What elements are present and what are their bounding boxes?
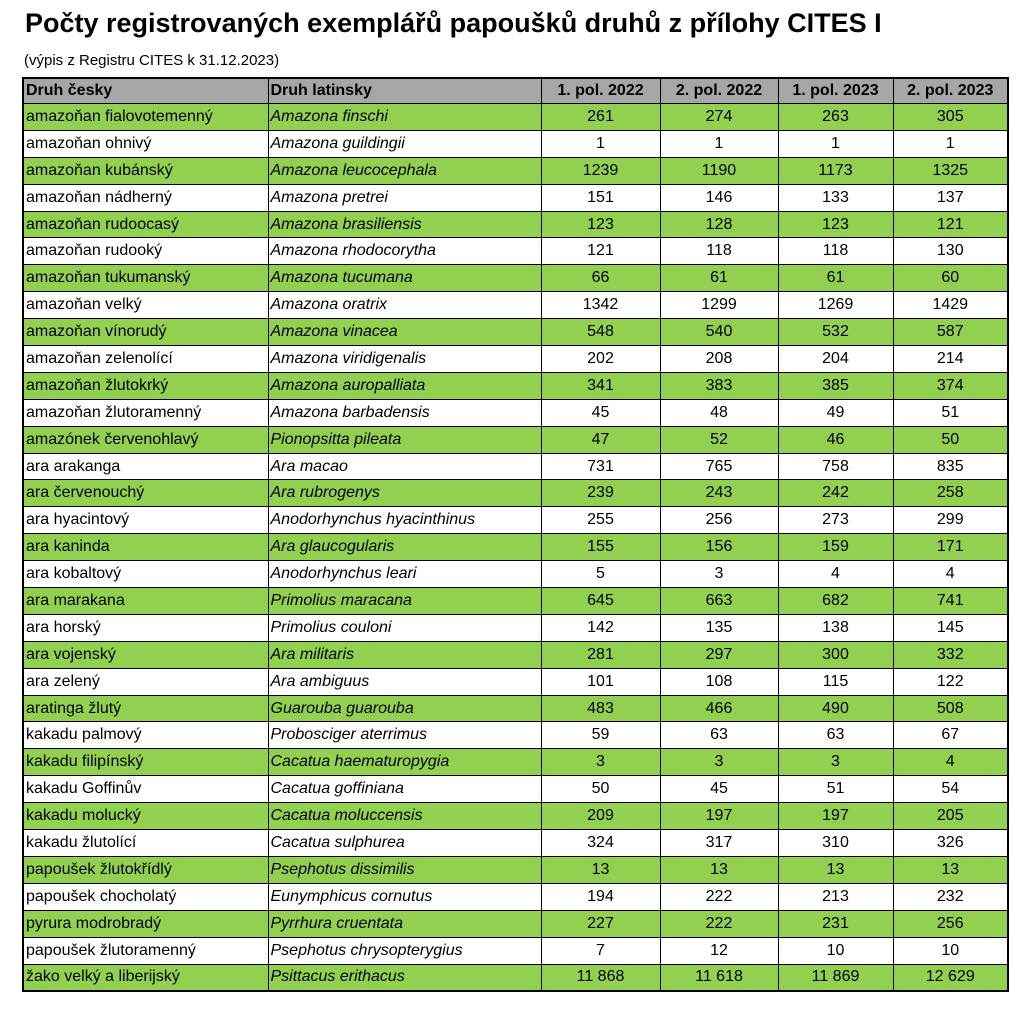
- cell-h2-2022: 317: [660, 830, 778, 857]
- cell-czech-name: ara červenouchý: [23, 480, 268, 507]
- cell-h1-2023: 49: [778, 399, 893, 426]
- cell-h2-2023: 130: [893, 238, 1008, 265]
- cell-h1-2023: 138: [778, 614, 893, 641]
- cell-latin-name: Psephotus chrysopterygius: [268, 937, 541, 964]
- cell-h1-2022: 1342: [541, 292, 660, 319]
- cell-h1-2022: 151: [541, 184, 660, 211]
- cell-h1-2022: 227: [541, 910, 660, 937]
- cell-latin-name: Pionopsitta pileata: [268, 426, 541, 453]
- table-row: [23, 749, 1008, 776]
- cell-czech-name: ara kaninda: [23, 534, 268, 561]
- cell-latin-name: Cacatua goffiniana: [268, 776, 541, 803]
- cell-latin-name: Pyrrhura cruentata: [268, 910, 541, 937]
- cell-h2-2023: 60: [893, 265, 1008, 292]
- cell-latin-name: Amazona auropalliata: [268, 372, 541, 399]
- cell-h2-2023: 587: [893, 319, 1008, 346]
- header-latin-name: Druh latinsky: [268, 78, 541, 104]
- cell-h2-2023: 1325: [893, 157, 1008, 184]
- table-row: [23, 426, 1008, 453]
- table-row: [23, 157, 1008, 184]
- cell-latin-name: Amazona rhodocorytha: [268, 238, 541, 265]
- cell-h2-2023: 4: [893, 561, 1008, 588]
- header-czech-name: Druh česky: [23, 78, 268, 104]
- cell-h1-2022: 483: [541, 695, 660, 722]
- cell-h2-2022: 156: [660, 534, 778, 561]
- table-body: [23, 104, 1008, 992]
- cell-czech-name: amazoňan tukumanský: [23, 265, 268, 292]
- cell-h2-2023: 232: [893, 883, 1008, 910]
- cell-h1-2023: 61: [778, 265, 893, 292]
- cell-h2-2022: 466: [660, 695, 778, 722]
- table-row: [23, 695, 1008, 722]
- table-header-row: [23, 78, 1008, 104]
- cell-h1-2023: 4: [778, 561, 893, 588]
- cell-h1-2022: 59: [541, 722, 660, 749]
- cell-h2-2022: 1: [660, 130, 778, 157]
- cell-latin-name: Ara rubrogenys: [268, 480, 541, 507]
- cell-latin-name: Amazona brasiliensis: [268, 211, 541, 238]
- page-subtitle: (výpis z Registru CITES k 31.12.2023): [24, 52, 280, 69]
- cell-h2-2023: 10: [893, 937, 1008, 964]
- cell-h1-2023: 159: [778, 534, 893, 561]
- table-row: [23, 238, 1008, 265]
- cell-h1-2022: 45: [541, 399, 660, 426]
- cell-czech-name: ara hyacintový: [23, 507, 268, 534]
- cell-h2-2023: 121: [893, 211, 1008, 238]
- cell-h1-2023: 46: [778, 426, 893, 453]
- cell-h2-2023: 326: [893, 830, 1008, 857]
- cell-latin-name: Anodorhynchus hyacinthinus: [268, 507, 541, 534]
- cell-h1-2023: 197: [778, 803, 893, 830]
- cell-czech-name: amazoňan zelenolící: [23, 346, 268, 373]
- cell-latin-name: Ara macao: [268, 453, 541, 480]
- cell-czech-name: amazoňan rudoocasý: [23, 211, 268, 238]
- cell-h1-2022: 101: [541, 668, 660, 695]
- cell-h1-2022: 3: [541, 749, 660, 776]
- cell-latin-name: Anodorhynchus leari: [268, 561, 541, 588]
- cell-czech-name: pyrura modrobradý: [23, 910, 268, 937]
- table-row: [23, 722, 1008, 749]
- cell-h1-2023: 115: [778, 668, 893, 695]
- table-row: [23, 184, 1008, 211]
- cell-latin-name: Amazona barbadensis: [268, 399, 541, 426]
- cell-h1-2022: 66: [541, 265, 660, 292]
- cell-latin-name: Amazona leucocephala: [268, 157, 541, 184]
- cell-h1-2023: 213: [778, 883, 893, 910]
- table-row: [23, 937, 1008, 964]
- cell-h1-2023: 242: [778, 480, 893, 507]
- table-row: [23, 211, 1008, 238]
- cell-h2-2023: 13: [893, 856, 1008, 883]
- cell-h1-2023: 123: [778, 211, 893, 238]
- table-row: [23, 561, 1008, 588]
- table-row: [23, 668, 1008, 695]
- cell-czech-name: amazoňan nádherný: [23, 184, 268, 211]
- table-row: [23, 776, 1008, 803]
- cell-h2-2022: 48: [660, 399, 778, 426]
- cell-h2-2023: 54: [893, 776, 1008, 803]
- cell-h1-2022: 645: [541, 588, 660, 615]
- table-row: [23, 130, 1008, 157]
- table-row: [23, 480, 1008, 507]
- cell-h2-2022: 13: [660, 856, 778, 883]
- cell-h2-2022: 63: [660, 722, 778, 749]
- table-row: [23, 399, 1008, 426]
- cell-h1-2022: 11 868: [541, 964, 660, 991]
- table-row: [23, 319, 1008, 346]
- table-row: [23, 346, 1008, 373]
- cell-latin-name: Primolius maracana: [268, 588, 541, 615]
- cell-h2-2022: 383: [660, 372, 778, 399]
- cell-h1-2023: 3: [778, 749, 893, 776]
- cell-h1-2023: 10: [778, 937, 893, 964]
- table-row: [23, 588, 1008, 615]
- cell-h1-2023: 532: [778, 319, 893, 346]
- cell-h2-2022: 274: [660, 104, 778, 131]
- cell-czech-name: ara horský: [23, 614, 268, 641]
- header-h1-2023: 1. pol. 2023: [778, 78, 893, 104]
- cell-h1-2022: 7: [541, 937, 660, 964]
- cell-h1-2023: 118: [778, 238, 893, 265]
- table-row: [23, 534, 1008, 561]
- cell-h1-2022: 155: [541, 534, 660, 561]
- cell-h1-2022: 548: [541, 319, 660, 346]
- cell-czech-name: amazoňan rudooký: [23, 238, 268, 265]
- cell-h2-2023: 145: [893, 614, 1008, 641]
- header-h2-2023: 2. pol. 2023: [893, 78, 1008, 104]
- cell-latin-name: Primolius couloni: [268, 614, 541, 641]
- cites-table: [22, 77, 1009, 992]
- cell-h2-2022: 208: [660, 346, 778, 373]
- cell-czech-name: papoušek žlutokřídlý: [23, 856, 268, 883]
- cell-h2-2023: 205: [893, 803, 1008, 830]
- cell-h2-2022: 118: [660, 238, 778, 265]
- cell-h2-2023: 741: [893, 588, 1008, 615]
- table-row: [23, 372, 1008, 399]
- cell-h2-2022: 243: [660, 480, 778, 507]
- cell-h1-2023: 758: [778, 453, 893, 480]
- table-row: [23, 830, 1008, 857]
- cell-h1-2022: 281: [541, 641, 660, 668]
- table-row: [23, 856, 1008, 883]
- cell-h2-2022: 197: [660, 803, 778, 830]
- cell-h1-2022: 209: [541, 803, 660, 830]
- cell-h2-2023: 256: [893, 910, 1008, 937]
- cell-h2-2022: 1190: [660, 157, 778, 184]
- cell-h1-2022: 202: [541, 346, 660, 373]
- cell-czech-name: kakadu palmový: [23, 722, 268, 749]
- cell-h1-2023: 300: [778, 641, 893, 668]
- cell-h2-2022: 297: [660, 641, 778, 668]
- cell-czech-name: ara arakanga: [23, 453, 268, 480]
- cell-latin-name: Probosciger aterrimus: [268, 722, 541, 749]
- table-row: [23, 641, 1008, 668]
- cell-h1-2022: 47: [541, 426, 660, 453]
- table-row: [23, 883, 1008, 910]
- cell-h1-2022: 1239: [541, 157, 660, 184]
- cell-latin-name: Amazona pretrei: [268, 184, 541, 211]
- table-row: [23, 507, 1008, 534]
- table-row: [23, 910, 1008, 937]
- cell-h1-2022: 121: [541, 238, 660, 265]
- table-row: [23, 453, 1008, 480]
- cell-h2-2022: 108: [660, 668, 778, 695]
- cell-h2-2022: 45: [660, 776, 778, 803]
- cell-h2-2023: 4: [893, 749, 1008, 776]
- cell-czech-name: amazoňan ohnivý: [23, 130, 268, 157]
- cell-czech-name: amazoňan žlutokrký: [23, 372, 268, 399]
- cell-h1-2023: 1: [778, 130, 893, 157]
- cell-latin-name: Psephotus dissimilis: [268, 856, 541, 883]
- cell-h2-2022: 128: [660, 211, 778, 238]
- table-row: [23, 265, 1008, 292]
- cell-latin-name: Amazona oratrix: [268, 292, 541, 319]
- header-h2-2022: 2. pol. 2022: [660, 78, 778, 104]
- cell-h1-2023: 51: [778, 776, 893, 803]
- cell-h1-2022: 255: [541, 507, 660, 534]
- cell-h1-2023: 263: [778, 104, 893, 131]
- cell-czech-name: ara kobaltový: [23, 561, 268, 588]
- table-row: [23, 803, 1008, 830]
- cell-h2-2023: 122: [893, 668, 1008, 695]
- cell-h2-2022: 540: [660, 319, 778, 346]
- cell-h2-2023: 12 629: [893, 964, 1008, 991]
- cell-h1-2023: 231: [778, 910, 893, 937]
- cell-h2-2022: 12: [660, 937, 778, 964]
- cell-h2-2023: 835: [893, 453, 1008, 480]
- cell-latin-name: Guarouba guarouba: [268, 695, 541, 722]
- cell-czech-name: papoušek chocholatý: [23, 883, 268, 910]
- cell-latin-name: Amazona guildingii: [268, 130, 541, 157]
- page-title: Počty registrovaných exemplářů papoušků druhů z přílohy CITES I: [25, 8, 882, 38]
- cell-h2-2022: 135: [660, 614, 778, 641]
- cell-czech-name: amazoňan fialovotemenný: [23, 104, 268, 131]
- cell-h1-2023: 204: [778, 346, 893, 373]
- cell-latin-name: Amazona vinacea: [268, 319, 541, 346]
- cell-czech-name: kakadu žlutolící: [23, 830, 268, 857]
- cell-czech-name: amazónek červenohlavý: [23, 426, 268, 453]
- cell-h1-2022: 194: [541, 883, 660, 910]
- cell-czech-name: ara zelený: [23, 668, 268, 695]
- cell-czech-name: amazoňan velký: [23, 292, 268, 319]
- cell-czech-name: aratinga žlutý: [23, 695, 268, 722]
- cell-h2-2022: 61: [660, 265, 778, 292]
- cell-h2-2022: 11 618: [660, 964, 778, 991]
- cell-h1-2022: 261: [541, 104, 660, 131]
- cell-latin-name: Ara ambiguus: [268, 668, 541, 695]
- cell-h2-2022: 3: [660, 561, 778, 588]
- cell-h2-2022: 765: [660, 453, 778, 480]
- cell-h1-2023: 310: [778, 830, 893, 857]
- cell-h1-2022: 731: [541, 453, 660, 480]
- cell-h2-2023: 332: [893, 641, 1008, 668]
- cell-h2-2023: 214: [893, 346, 1008, 373]
- cell-h2-2023: 171: [893, 534, 1008, 561]
- cell-latin-name: Cacatua sulphurea: [268, 830, 541, 857]
- cell-h2-2023: 51: [893, 399, 1008, 426]
- table-row: [23, 614, 1008, 641]
- cell-h1-2023: 682: [778, 588, 893, 615]
- cell-h1-2023: 63: [778, 722, 893, 749]
- table-row: [23, 292, 1008, 319]
- cell-h2-2023: 67: [893, 722, 1008, 749]
- cell-czech-name: amazoňan žlutoramenný: [23, 399, 268, 426]
- cell-h1-2022: 239: [541, 480, 660, 507]
- header-h1-2022: 1. pol. 2022: [541, 78, 660, 104]
- cell-czech-name: kakadu molucký: [23, 803, 268, 830]
- cell-czech-name: papoušek žlutoramenný: [23, 937, 268, 964]
- cell-czech-name: amazoňan kubánský: [23, 157, 268, 184]
- cell-h2-2023: 50: [893, 426, 1008, 453]
- cell-h1-2023: 490: [778, 695, 893, 722]
- cell-h2-2022: 1299: [660, 292, 778, 319]
- cell-latin-name: Ara militaris: [268, 641, 541, 668]
- cell-h2-2022: 222: [660, 883, 778, 910]
- cell-h2-2023: 305: [893, 104, 1008, 131]
- cell-h1-2023: 133: [778, 184, 893, 211]
- cell-h1-2023: 1173: [778, 157, 893, 184]
- cell-latin-name: Amazona tucumana: [268, 265, 541, 292]
- cell-h2-2023: 374: [893, 372, 1008, 399]
- cell-h2-2022: 146: [660, 184, 778, 211]
- cell-czech-name: ara vojenský: [23, 641, 268, 668]
- cell-h2-2023: 1429: [893, 292, 1008, 319]
- cell-h1-2023: 273: [778, 507, 893, 534]
- cell-h2-2022: 222: [660, 910, 778, 937]
- cell-czech-name: žako velký a liberijský: [23, 964, 268, 991]
- cell-latin-name: Psittacus erithacus: [268, 964, 541, 991]
- cell-h2-2022: 3: [660, 749, 778, 776]
- cell-latin-name: Cacatua moluccensis: [268, 803, 541, 830]
- cell-czech-name: kakadu filipínský: [23, 749, 268, 776]
- cell-h2-2023: 258: [893, 480, 1008, 507]
- cell-latin-name: Eunymphicus cornutus: [268, 883, 541, 910]
- cell-h2-2023: 299: [893, 507, 1008, 534]
- cell-h2-2022: 663: [660, 588, 778, 615]
- cell-h1-2022: 142: [541, 614, 660, 641]
- cell-h1-2023: 385: [778, 372, 893, 399]
- cell-h1-2023: 1269: [778, 292, 893, 319]
- cell-h2-2023: 137: [893, 184, 1008, 211]
- cell-h1-2023: 11 869: [778, 964, 893, 991]
- cell-czech-name: amazoňan vínorudý: [23, 319, 268, 346]
- cell-h2-2022: 52: [660, 426, 778, 453]
- cell-h1-2022: 13: [541, 856, 660, 883]
- cell-czech-name: kakadu Goffinův: [23, 776, 268, 803]
- cell-h1-2022: 123: [541, 211, 660, 238]
- cell-h1-2023: 13: [778, 856, 893, 883]
- cell-h1-2022: 324: [541, 830, 660, 857]
- cell-latin-name: Amazona finschi: [268, 104, 541, 131]
- table-row: [23, 104, 1008, 131]
- cell-h1-2022: 341: [541, 372, 660, 399]
- cell-h2-2023: 508: [893, 695, 1008, 722]
- cell-h2-2023: 1: [893, 130, 1008, 157]
- cell-h2-2022: 256: [660, 507, 778, 534]
- cell-latin-name: Cacatua haematuropygia: [268, 749, 541, 776]
- cell-latin-name: Amazona viridigenalis: [268, 346, 541, 373]
- cell-h1-2022: 1: [541, 130, 660, 157]
- table-row: [23, 964, 1008, 991]
- cell-latin-name: Ara glaucogularis: [268, 534, 541, 561]
- cell-czech-name: ara marakana: [23, 588, 268, 615]
- cell-h1-2022: 50: [541, 776, 660, 803]
- cell-h1-2022: 5: [541, 561, 660, 588]
